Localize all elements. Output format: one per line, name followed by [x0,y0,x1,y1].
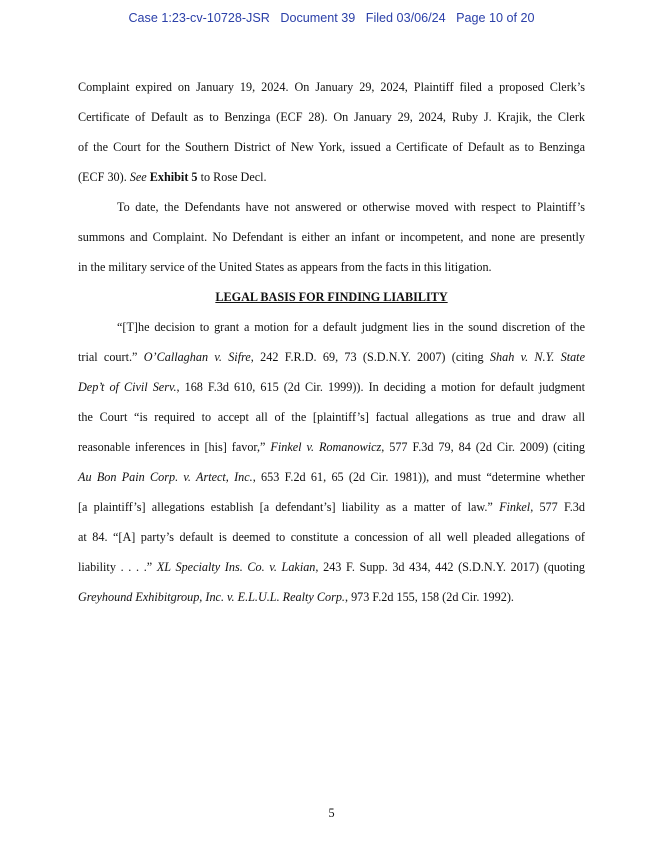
case-citation: Finkel [499,500,531,514]
document-body [78,74,585,614]
document-number: Document 39 [280,11,356,25]
text-line: To date, the Defendants have not answered or otherwise moved with respect to Plaintiff’s [117,200,585,214]
case-citation: Shah v. N.Y. State [489,350,585,364]
case-citation: Dep’t of Civil Serv. [78,380,177,394]
text-line: summons and Complaint. No Defendant is either an infant or incompetent, and none are presently [78,230,585,244]
text-line: the Court “is required to accept all of the [plaintiff’s] factual allegations as true and draw all [78,410,585,424]
ecf-header-stamp [0,11,663,25]
text-line: reasonable inferences in [his] favor,” Finkel v. Romanowicz, 577 F.3d 79, 84 (2d Cir. 2009) (citing [78,440,586,454]
case-citation: Finkel v. Romanowicz [270,440,382,454]
page-number: 5 [328,806,335,820]
text-line: liability . . . .” XL Specialty Ins. Co. v. Lakian, 243 F. Supp. 3d 434, 442 (S.D.N.Y. 2017) (quoting [78,560,586,574]
case-citation: Au Bon Pain Corp. v. Artect, Inc. [78,470,253,484]
text-line: Certificate of Default as to Benzinga (ECF 28). On January 29, 2024, Ruby J. Krajik, the Clerk [78,110,585,124]
text-line: Complaint expired on January 19, 2024. On January 29, 2024, Plaintiff filed a proposed Clerk’s [78,80,585,94]
text-line: Dep’t of Civil Serv., 168 F.3d 610, 615 (2d Cir. 1999)). In deciding a motion for default judgment [78,380,585,394]
section-heading: LEGAL BASIS FOR FINDING LIABILITY [215,290,448,304]
text-line: in the military service of the United States as appears from the facts in this litigation. [78,260,492,274]
case-citation: Greyhound Exhibitgroup, Inc. v. E.L.U.L. Realty Corp. [78,590,345,604]
text-line: [a plaintiff’s] allegations establish [a defendant’s] liability as a matter of law.” Finkel, 577 F.3d [78,500,585,514]
filed-date: Filed 03/06/24 [365,11,446,25]
text-line: at 84. “[A] party’s default is deemed to constitute a concession of all well pleaded allegations of [78,530,585,544]
case-number: Case 1:23-cv-10728-JSR [128,11,270,25]
case-citation: O’Callaghan v. Sifre [143,350,251,364]
page-count: Page 10 of 20 [456,11,535,25]
text-line: trial court.” O’Callaghan v. Sifre, 242 F.R.D. 69, 73 (S.D.N.Y. 2007) (citing Shah v. N.Y. State [78,350,585,364]
exhibit-reference: Exhibit 5 [149,170,198,184]
text-line: Au Bon Pain Corp. v. Artect, Inc., 653 F.2d 61, 65 (2d Cir. 1981)), and must “determine whether [78,470,585,484]
text-line: of the Court for the Southern District of New York, issued a Certificate of Default as to Benzinga [78,140,585,154]
text-line: “[T]he decision to grant a motion for a default judgment lies in the sound discretion of the [117,320,585,334]
text-line: Greyhound Exhibitgroup, Inc. v. E.L.U.L. Realty Corp., 973 F.2d 155, 158 (2d Cir. 1992). [78,590,514,604]
text-line: (ECF 30). See Exhibit 5 to Rose Decl. [78,170,267,184]
case-citation: XL Specialty Ins. Co. v. Lakian [156,560,316,574]
